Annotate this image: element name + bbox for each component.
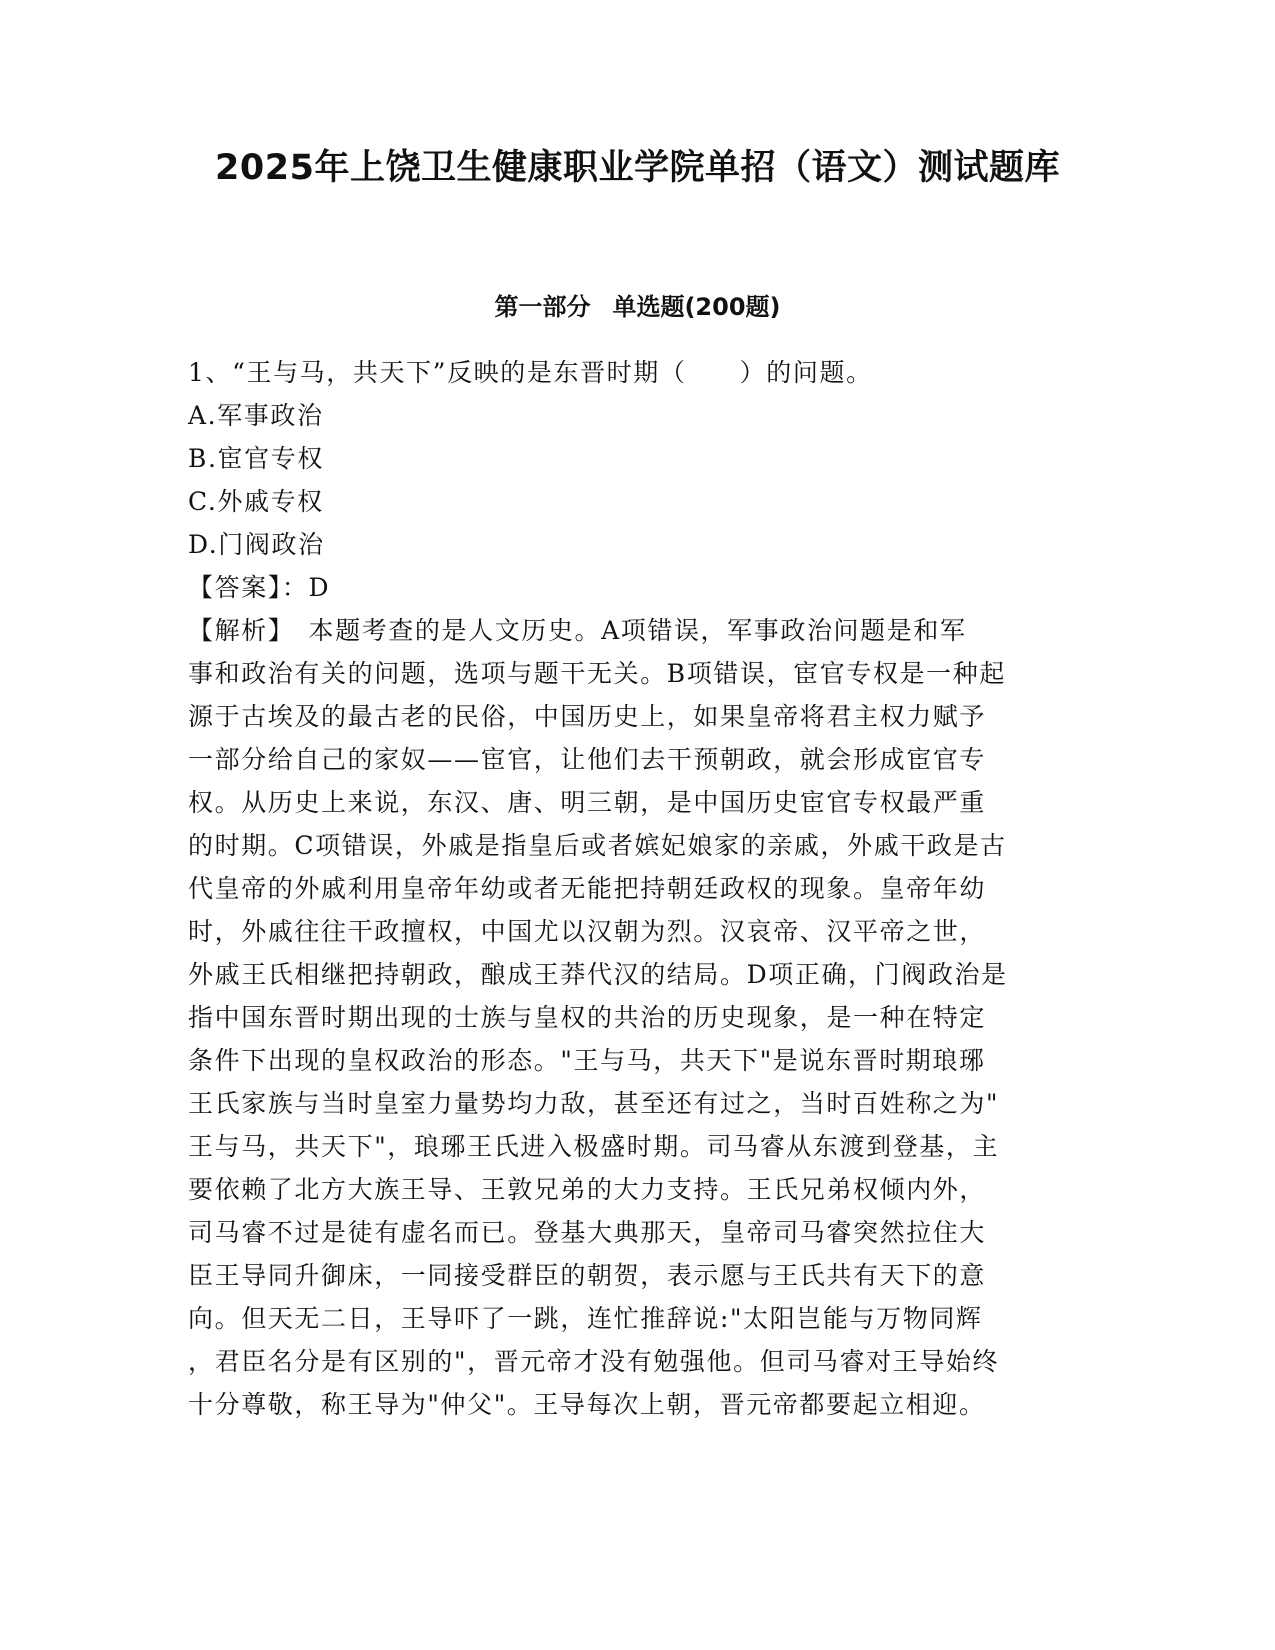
analysis-line: 的时期。C项错误，外戚是指皇后或者嫔妃娘家的亲戚，外戚干政是古 <box>188 831 1007 860</box>
analysis-line: 司马睿不过是徒有虚名而已。登基大典那天，皇帝司马睿突然拉住大 <box>188 1218 987 1247</box>
option-a: A.军事政治 <box>188 401 324 430</box>
option-d: D.门阀政治 <box>188 530 325 559</box>
question-block <box>188 351 1088 1426</box>
analysis-line: 向。但天无二日，王导吓了一跳，连忙推辞说:"太阳岂能与万物同辉 <box>188 1304 983 1333</box>
analysis-line: 源于古埃及的最古老的民俗，中国历史上，如果皇帝将君主权力赋予 <box>188 702 987 731</box>
analysis-line: 要依赖了北方大族王导、王敦兄弟的大力支持。王氏兄弟权倾内外， <box>188 1175 987 1204</box>
analysis-line: 【解析】 本题考查的是人文历史。A项错误，军事政治问题是和军 <box>188 616 967 645</box>
analysis-line: 指中国东晋时期出现的士族与皇权的共治的历史现象，是一种在特定 <box>188 1003 987 1032</box>
section-part: 第一部分 <box>494 293 591 321</box>
analysis-line: 权。从历史上来说，东汉、唐、明三朝，是中国历史宦官专权最严重 <box>188 788 987 817</box>
analysis-line: ，君臣名分是有区别的"，晋元帝才没有勉强他。但司马睿对王导始终 <box>188 1347 1000 1376</box>
analysis-line: 条件下出现的皇权政治的形态。"王与马，共天下"是说东晋时期琅琊 <box>188 1046 986 1075</box>
analysis-line: 一部分给自己的家奴——宦官，让他们去干预朝政，就会形成宦官专 <box>188 745 987 774</box>
analysis-line: 外戚王氏相继把持朝政，酿成王莽代汉的结局。D项正确，门阀政治是 <box>188 960 1008 989</box>
document-title: 2025年上饶卫生健康职业学院单招（语文）测试题库 <box>215 148 1060 188</box>
analysis-line: 代皇帝的外戚利用皇帝年幼或者无能把持朝廷政权的现象。皇帝年幼 <box>188 874 987 903</box>
option-c: C.外戚专权 <box>188 487 324 516</box>
section-name: 单选题(200题) <box>612 293 781 321</box>
analysis-line: 王氏家族与当时皇室力量势均力敌，甚至还有过之，当时百姓称之为" <box>188 1089 1000 1118</box>
analysis-line: 事和政治有关的问题，选项与题干无关。B项错误，宦官专权是一种起 <box>188 659 1006 688</box>
analysis-line: 十分尊敬，称王导为"仲父"。王导每次上朝，晋元帝都要起立相迎。 <box>188 1390 986 1419</box>
analysis-line: 臣王导同升御床，一同接受群臣的朝贺，表示愿与王氏共有天下的意 <box>188 1261 987 1290</box>
option-b: B.宦官专权 <box>188 444 324 473</box>
section-heading <box>0 289 1275 325</box>
analysis-line: 时，外戚往往干政擅权，中国尤以汉朝为烈。汉哀帝、汉平帝之世， <box>188 917 987 946</box>
analysis-line: 王与马，共天下"，琅琊王氏进入极盛时期。司马睿从东渡到登基，主 <box>188 1132 1000 1161</box>
question-stem: 1、“王与马，共天下”反映的是东晋时期（ ）的问题。 <box>188 358 873 387</box>
answer-line: 【答案】：D <box>188 573 331 602</box>
analysis-paragraph <box>188 609 1088 1426</box>
